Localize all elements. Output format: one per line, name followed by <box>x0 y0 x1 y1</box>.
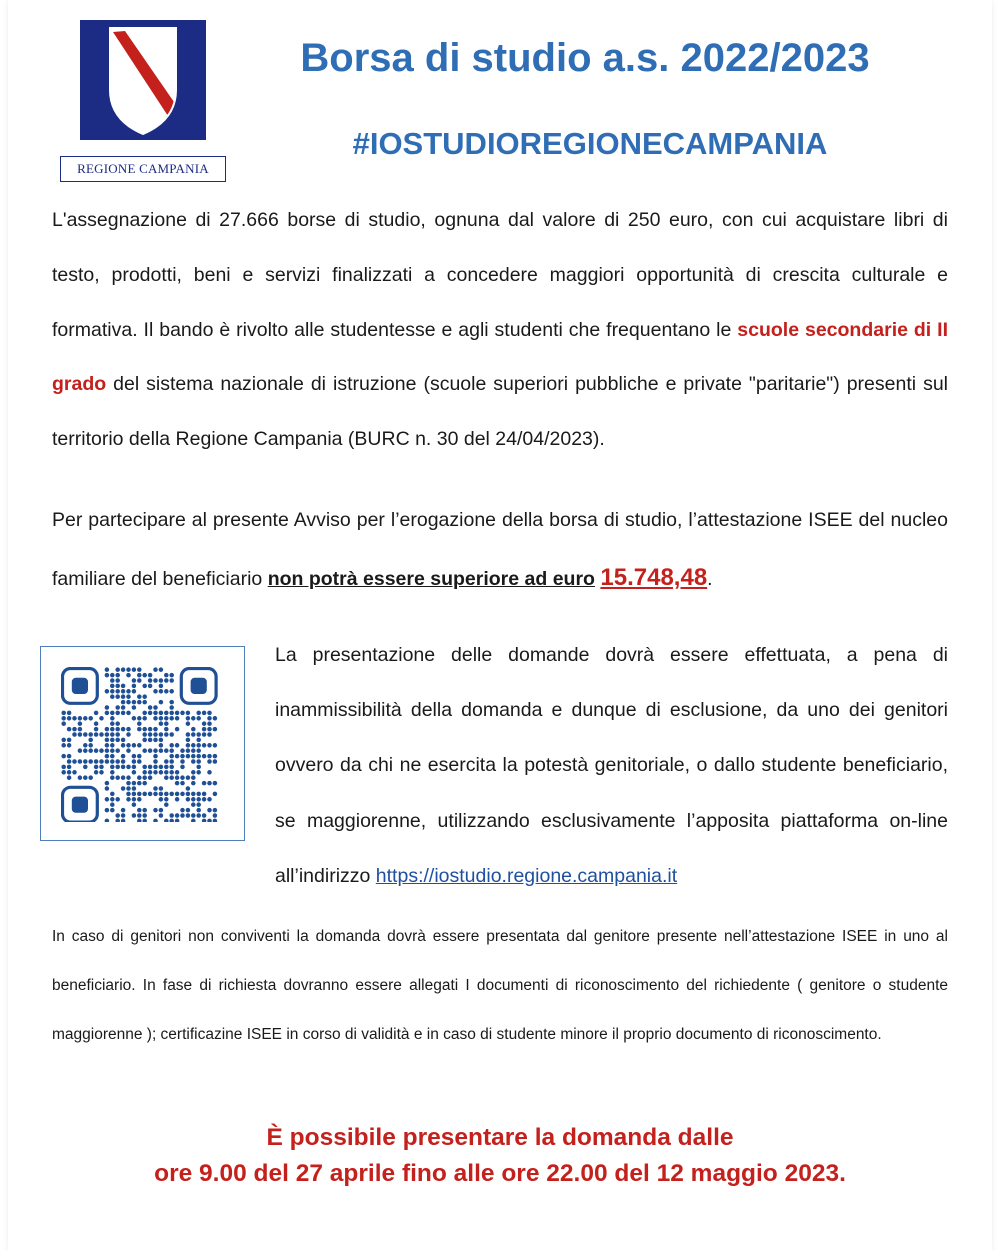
shield-icon <box>80 20 206 140</box>
qr-code-icon <box>61 667 226 822</box>
iostudio-link[interactable]: https://iostudio.regione.campania.it <box>375 864 678 887</box>
page-title: Borsa di studio a.s. 2022/2023 <box>300 36 870 80</box>
deadline-line-1: È possibile presentare la domanda dalle <box>266 1124 734 1151</box>
application-paragraph: La presentazione delle domande dovrà essere effettuata, a pena di inammissibilità della domanda e dunque di esclusione, da uno dei genitori ovvero da chi ne esercita la potestà genitoriale, o dallo studente beneficiario, se maggiorenne, utilizzando esclusivamente l’apposita piattaforma on-line all’indirizzo https://iostudio.regione.campania.it <box>275 644 948 887</box>
isee-limit-text: non potrà essere superiore ad euro <box>267 568 595 590</box>
intro-paragraph: L'assegnazione di 27.666 borse di studio, ognuna dal valore di 250 euro, con cui acquistare libri di testo, prodotti, beni e servizi finalizzati a concedere maggiori opportunità di crescita culturale e formativa. Il bando è rivolto alle studentesse e agli studenti che frequentano le scuole secondarie di II grado del sistema nazionale di istruzione (scuole superiori pubbliche e private "paritarie") presenti sul territorio della Regione Campania (BURC n. 30 del 24/04/2023). <box>52 209 948 451</box>
school-type-highlight: scuole secondarie di II grado <box>52 318 948 396</box>
documents-paragraph: In caso di genitori non conviventi la domanda dovrà essere presentata dal genitore presente nell’attestazione ISEE in uno al beneficiario. In fase di richiesta dovranno essere allegati I documenti di riconoscimento del richiedente ( genitore o studente maggiorenne ); certificazine ISEE in corso di validità e in caso di studente minore il proprio documento di riconoscimento. <box>52 928 948 1043</box>
regione-campania-logo <box>60 20 226 176</box>
qr-code[interactable] <box>40 646 245 841</box>
isee-amount: 15.748,48 <box>600 564 708 591</box>
deadline-line-2: ore 9.00 del 27 aprile fino alle ore 22.00 del 12 maggio 2023. <box>154 1160 846 1187</box>
hashtag: #IOSTUDIOREGIONECAMPANIA <box>352 126 828 161</box>
logo-text: REGIONE CAMPANIA <box>60 156 226 182</box>
deadline-notice <box>40 1120 960 1192</box>
isee-paragraph: Per partecipare al presente Avviso per l’erogazione della borsa di studio, l’attestazione ISEE del nucleo familiare del beneficiario non potrà essere superiore ad euro 15.748,48. <box>52 509 948 591</box>
page-border <box>8 0 992 1251</box>
